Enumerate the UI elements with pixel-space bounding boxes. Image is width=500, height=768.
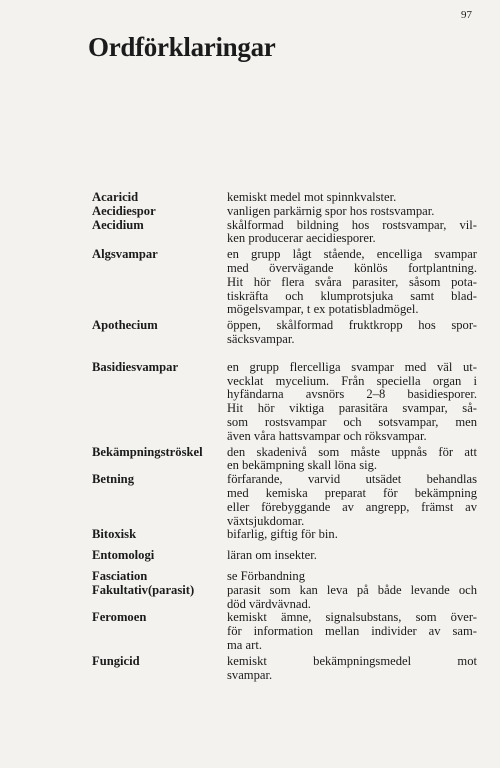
glossary-definition — [227, 446, 477, 474]
definition-line: kemiskt bekämpningsmedel mot — [227, 653, 477, 668]
glossary-definition — [227, 584, 477, 612]
glossary-definition — [227, 611, 477, 652]
definition-line: förfarande, varvid utsädet behandlas — [227, 472, 477, 487]
definition-line: med övervägande könlös fortplantning. — [227, 260, 477, 275]
definition-line: kemiskt medel mot spinnkvalster. — [227, 190, 397, 204]
glossary-term: Apothecium — [92, 318, 158, 333]
glossary-entry — [92, 191, 477, 205]
glossary-entry — [92, 205, 477, 219]
glossary-term: Entomologi — [92, 548, 155, 563]
definition-line: ma art. — [227, 637, 262, 652]
definition-line: bifarlig, giftig för bin. — [227, 527, 338, 542]
glossary-definition — [227, 219, 477, 247]
definition-line: en grupp lågt stående, encelliga svampar — [227, 247, 477, 262]
glossary-definition — [227, 319, 477, 347]
glossary-list — [92, 191, 477, 682]
page-title: Ordförklaringar — [88, 32, 276, 62]
definition-line: vanligen parkärnig spor hos rostsvampar. — [227, 203, 435, 218]
glossary-term: Bitoxisk — [92, 527, 137, 542]
definition-line: en grupp flercelliga svampar med väl ut- — [227, 359, 477, 374]
definition-line: kemiskt ämne, signalsubstans, som över- — [227, 610, 477, 625]
glossary-entry — [92, 219, 477, 247]
definition-line: för information mellan individer av sam- — [227, 624, 477, 639]
definition-line: Hit hör viktiga parasitära svampar, så- — [227, 401, 477, 416]
glossary-entry — [92, 655, 477, 683]
definition-line: svampar. — [227, 667, 273, 682]
definition-line: Hit hör flera svåra parasiter, såsom pota- — [227, 274, 477, 289]
definition-line: öppen, skålformad fruktkropp hos spor- — [227, 318, 477, 333]
definition-line: en bekämpning skall löna sig. — [227, 458, 378, 473]
glossary-term: Basidiesvampar — [92, 359, 179, 374]
glossary-definition — [227, 191, 477, 205]
glossary-entry — [92, 528, 477, 542]
glossary-definition — [227, 528, 477, 542]
glossary-term: Fungicid — [92, 653, 140, 668]
definition-line: även våra hattsvampar och röksvampar. — [227, 428, 427, 443]
glossary-term: Algsvampar — [92, 247, 158, 262]
glossary-entry — [92, 611, 477, 652]
definition-line: se Förbandning — [227, 568, 306, 583]
glossary-entry — [92, 584, 477, 612]
glossary-entry — [92, 248, 477, 317]
glossary-entry — [92, 319, 477, 347]
definition-line: växtsjukdomar. — [227, 513, 305, 528]
definition-line: eller förebyggande av angrepp, främst av — [227, 499, 477, 514]
definition-line: den skadenivå som måste uppnås för att — [227, 444, 477, 459]
glossary-entry — [92, 473, 477, 528]
glossary-term: Aecidiespor — [92, 203, 156, 218]
definition-line: död värdvävnad. — [227, 596, 311, 611]
glossary-term: Bekämpningströskel — [92, 444, 203, 459]
glossary-definition — [227, 655, 477, 683]
glossary-term: Feromoen — [92, 610, 147, 625]
glossary-entry — [92, 361, 477, 444]
definition-line: som rostsvampar och sotsvampar, men — [227, 414, 477, 429]
page-number: 97 — [461, 9, 472, 21]
definition-line: parasit som kan leva på både levande och — [227, 582, 477, 597]
definition-line: med kemiska preparat för bekämpning — [227, 485, 477, 500]
glossary-entry — [92, 446, 477, 474]
glossary-definition — [227, 361, 477, 444]
definition-line: vecklat mycelium. Från speciella organ i — [227, 373, 477, 388]
glossary-definition — [227, 570, 477, 584]
definition-line: tiskräfta och klumprotsjuka samt blad- — [227, 288, 477, 303]
definition-line: hyfändarna avsnörs 2–8 basidiesporer. — [227, 387, 477, 402]
glossary-definition — [227, 549, 477, 563]
glossary-term: Aecidium — [92, 217, 144, 232]
glossary-entry — [92, 570, 477, 584]
definition-line: ken producerar aecidiesporer. — [227, 231, 376, 246]
glossary-term: Betning — [92, 472, 134, 487]
definition-line: säcksvampar. — [227, 331, 295, 346]
glossary-term: Fakultativ(parasit) — [92, 582, 195, 597]
definition-line: läran om insekter. — [227, 548, 317, 563]
definition-line: mögelsvampar, t ex potatisbladmögel. — [227, 302, 419, 317]
glossary-term: Fasciation — [92, 568, 148, 583]
definition-line: skålformad bildning hos rostsvampar, vil- — [227, 217, 477, 232]
glossary-term: Acaricid — [92, 190, 139, 204]
glossary-definition — [227, 248, 477, 317]
glossary-definition — [227, 473, 477, 528]
glossary-definition — [227, 205, 477, 219]
glossary-entry — [92, 549, 477, 563]
